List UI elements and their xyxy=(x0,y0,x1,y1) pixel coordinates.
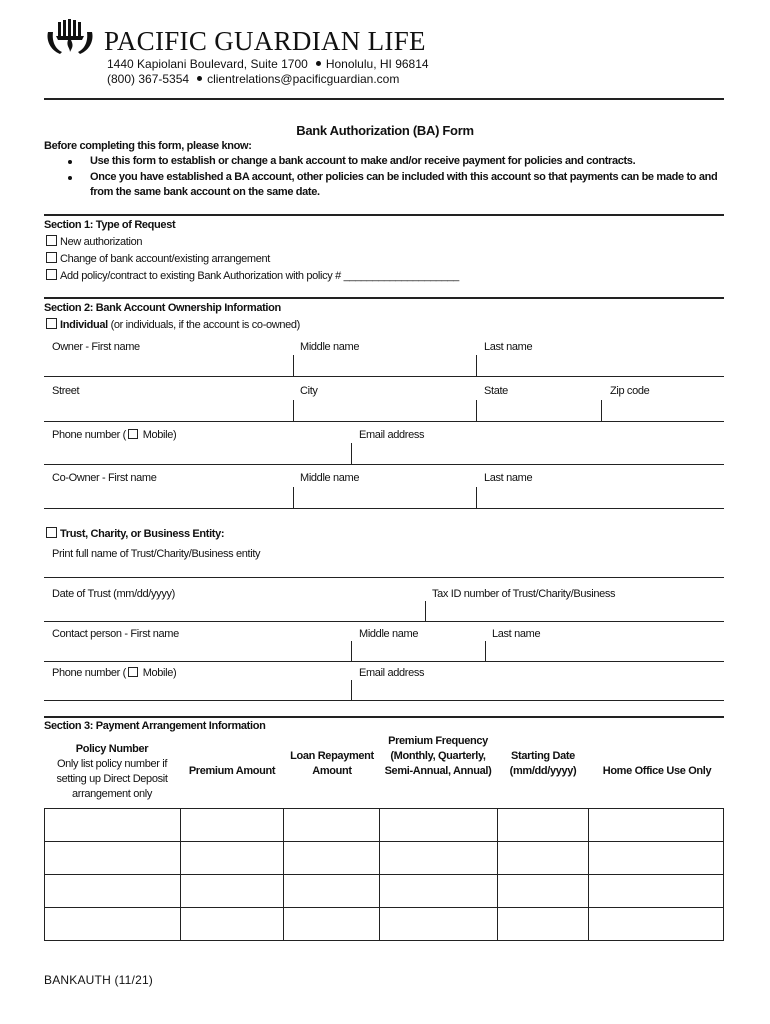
premium-frequency-cell[interactable] xyxy=(380,908,498,941)
field-separator xyxy=(351,641,352,661)
section-divider xyxy=(44,716,724,718)
policy-number-cell[interactable] xyxy=(45,908,181,941)
intro-bullet-1: Use this form to establish or change a bank account to make and/or receive payment for policies and contracts. xyxy=(90,155,636,167)
col-loan-repayment-header: Loan Repayment Amount xyxy=(290,750,374,777)
field-separator xyxy=(601,400,602,421)
street-address: 1440 Kapiolani Boulevard, Suite 1700 xyxy=(107,57,308,71)
individual-note: (or individuals, if the account is co-owned) xyxy=(110,319,300,331)
field-separator xyxy=(485,641,486,661)
policy-number-title: Policy Number xyxy=(75,743,149,755)
trust-name-input-line[interactable] xyxy=(44,577,724,578)
owner-phone-label xyxy=(52,429,176,441)
checkbox[interactable] xyxy=(46,235,57,246)
contact-first-name-label: Contact person - First name xyxy=(52,628,179,640)
phone-email-input-line[interactable] xyxy=(44,464,724,465)
premium-amount-cell[interactable] xyxy=(181,809,284,842)
home-office-cell xyxy=(589,809,724,842)
policy-number-cell[interactable] xyxy=(45,809,181,842)
premium-amount-cell[interactable] xyxy=(181,875,284,908)
form-code: BANKAUTH (11/21) xyxy=(44,973,154,987)
option-add-policy[interactable] xyxy=(46,269,459,282)
home-office-cell xyxy=(589,842,724,875)
field-separator xyxy=(351,443,352,464)
payment-arrangement-table xyxy=(44,808,724,941)
loan-repayment-cell[interactable] xyxy=(284,875,380,908)
col-premium-frequency-header: Premium Frequency (Monthly, Quarterly, Semi-Annual, Annual) xyxy=(384,735,492,777)
table-row xyxy=(45,908,724,941)
option-label: Add policy/contract to existing Bank Authorization with policy # ____________________ xyxy=(60,270,459,282)
checkbox[interactable] xyxy=(46,252,57,263)
col-policy-number-header xyxy=(44,742,180,802)
intro-heading: Before completing this form, please know: xyxy=(44,140,252,152)
individual-label: Individual xyxy=(60,319,108,331)
email-contact: clientrelations@pacificguardian.com xyxy=(207,72,400,86)
home-office-cell xyxy=(589,875,724,908)
phone-suffix: Mobile) xyxy=(139,429,177,441)
col-starting-date-header: Starting Date (mm/dd/yyyy) xyxy=(509,750,577,777)
owner-name-input-line[interactable] xyxy=(44,376,724,377)
field-separator xyxy=(293,355,294,376)
loan-repayment-cell[interactable] xyxy=(284,908,380,941)
col-home-office-header: Home Office Use Only xyxy=(602,765,712,777)
city-label: City xyxy=(300,385,318,397)
separator-dot xyxy=(316,61,321,66)
mobile-checkbox[interactable] xyxy=(128,429,138,439)
separator-dot xyxy=(197,76,202,81)
option-label: Change of bank account/existing arrangement xyxy=(60,253,270,265)
coowner-first-name-label: Co-Owner - First name xyxy=(52,472,157,484)
starting-date-cell[interactable] xyxy=(498,842,589,875)
intro-bullet-2: Once you have established a BA account, other policies can be included with this account so that payments can be made to and from the same bank account on the same date. xyxy=(90,171,718,198)
form-title: Bank Authorization (BA) Form xyxy=(296,123,474,138)
field-separator xyxy=(425,601,426,621)
company-name: PACIFIC GUARDIAN LIFE xyxy=(104,26,426,56)
loan-repayment-cell[interactable] xyxy=(284,809,380,842)
owner-first-name-label: Owner - First name xyxy=(52,341,140,353)
address-line-2 xyxy=(107,72,399,86)
street-label: Street xyxy=(52,385,80,397)
field-separator xyxy=(476,400,477,421)
header-divider xyxy=(44,98,724,100)
field-separator xyxy=(476,355,477,376)
zip-label: Zip code xyxy=(610,385,650,397)
checkbox[interactable] xyxy=(46,269,57,280)
option-individual[interactable] xyxy=(46,318,300,331)
home-office-cell xyxy=(589,908,724,941)
owner-middle-name-label: Middle name xyxy=(300,341,360,353)
trust-name-label: Print full name of Trust/Charity/Business entity xyxy=(52,548,261,560)
option-label: New authorization xyxy=(60,236,143,248)
tax-id-label: Tax ID number of Trust/Charity/Business xyxy=(432,588,616,600)
city-address: Honolulu, HI 96814 xyxy=(325,57,429,71)
phone-prefix: Phone number ( xyxy=(52,429,126,441)
table-row xyxy=(45,875,724,908)
coowner-name-input-line[interactable] xyxy=(44,508,724,509)
checkbox[interactable] xyxy=(46,527,57,538)
premium-amount-cell[interactable] xyxy=(181,842,284,875)
table-row xyxy=(45,809,724,842)
section-divider xyxy=(44,214,724,216)
premium-frequency-cell[interactable] xyxy=(380,842,498,875)
premium-amount-cell[interactable] xyxy=(181,908,284,941)
section3-title: Section 3: Payment Arrangement Information xyxy=(44,720,266,732)
owner-last-name-label: Last name xyxy=(484,341,533,353)
option-new-authorization[interactable] xyxy=(46,235,142,248)
starting-date-cell[interactable] xyxy=(498,908,589,941)
contact-last-name-label: Last name xyxy=(492,628,541,640)
starting-date-cell[interactable] xyxy=(498,875,589,908)
contact-name-input-line[interactable] xyxy=(44,661,724,662)
coowner-last-name-label: Last name xyxy=(484,472,533,484)
field-separator xyxy=(293,487,294,508)
contact-middle-name-label: Middle name xyxy=(359,628,419,640)
section1-title: Section 1: Type of Request xyxy=(44,219,176,231)
company-logo xyxy=(44,18,96,56)
loan-repayment-cell[interactable] xyxy=(284,842,380,875)
policy-number-cell[interactable] xyxy=(45,875,181,908)
policy-number-note: Only list policy number if setting up Direct Deposit arrangement only xyxy=(56,758,168,800)
contact-phone-label xyxy=(52,667,176,679)
mobile-checkbox[interactable] xyxy=(128,667,138,677)
premium-frequency-cell[interactable] xyxy=(380,875,498,908)
address-input-line[interactable] xyxy=(44,421,724,422)
contact-email-label: Email address xyxy=(359,667,425,679)
field-separator xyxy=(476,487,477,508)
trust-label: Trust, Charity, or Business Entity: xyxy=(60,528,225,540)
bullet-dot xyxy=(68,160,72,164)
phone-suffix: Mobile) xyxy=(139,667,177,679)
policy-number-cell[interactable] xyxy=(45,842,181,875)
col-premium-amount-header: Premium Amount xyxy=(188,765,276,777)
option-change-bank[interactable] xyxy=(46,252,270,265)
bullet-dot xyxy=(68,176,72,180)
starting-date-cell[interactable] xyxy=(498,809,589,842)
option-trust[interactable] xyxy=(46,527,224,540)
state-label: State xyxy=(484,385,508,397)
address-line-1 xyxy=(107,57,429,71)
field-separator xyxy=(293,400,294,421)
trust-date-label: Date of Trust (mm/dd/yyyy) xyxy=(52,588,175,600)
section2-title: Section 2: Bank Account Ownership Information xyxy=(44,302,281,314)
checkbox[interactable] xyxy=(46,318,57,329)
trust-date-input-line[interactable] xyxy=(44,621,724,622)
coowner-middle-name-label: Middle name xyxy=(300,472,360,484)
section-divider xyxy=(44,297,724,299)
table-row xyxy=(45,842,724,875)
phone-number: (800) 367-5354 xyxy=(107,72,190,86)
owner-email-label: Email address xyxy=(359,429,425,441)
field-separator xyxy=(351,680,352,700)
phone-prefix: Phone number ( xyxy=(52,667,126,679)
premium-frequency-cell[interactable] xyxy=(380,809,498,842)
contact-phone-input-line[interactable] xyxy=(44,700,724,701)
